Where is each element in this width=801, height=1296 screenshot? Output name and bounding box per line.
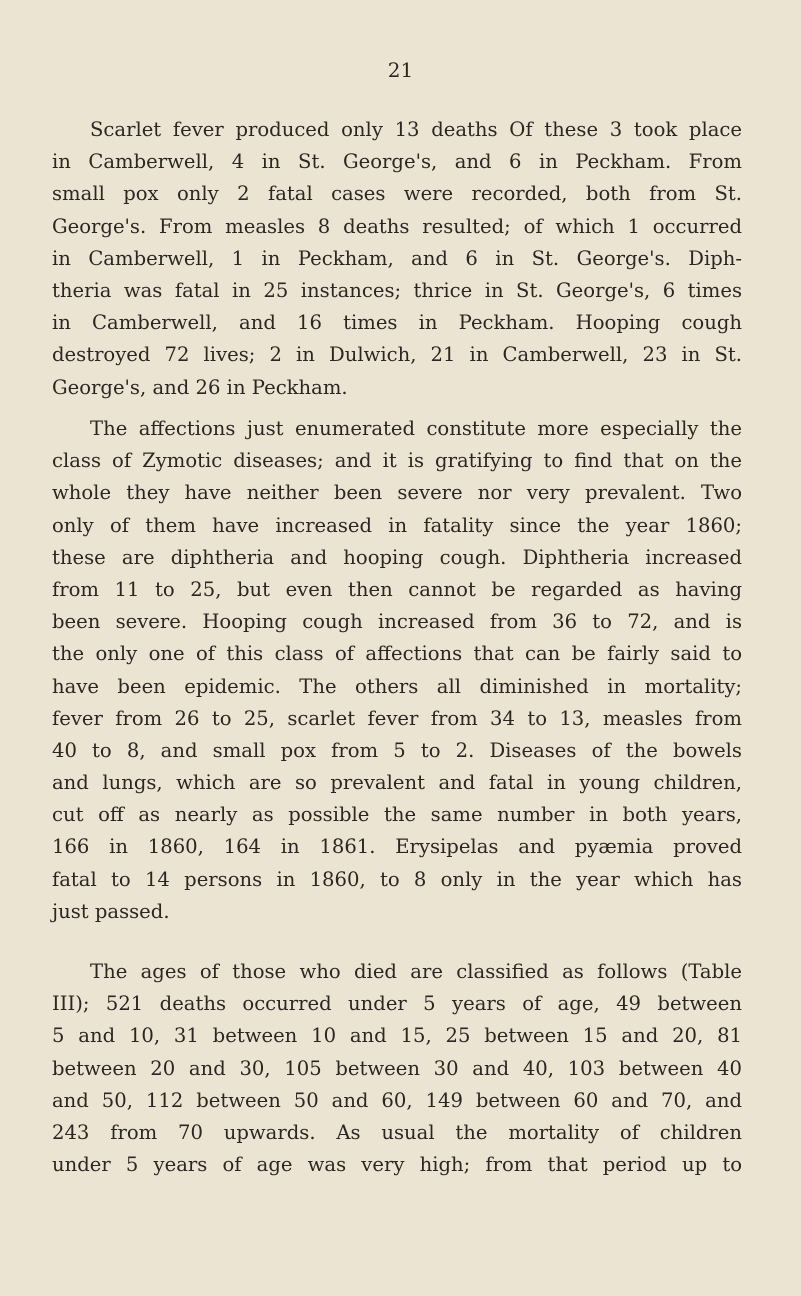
paragraph-zymotic-deaths [52,114,742,404]
text-line: 243 from 70 upwards. As usual the mortality of children [52,1120,742,1144]
text-line: in Camberwell, and 16 times in Peckham. Hooping cough [52,311,742,335]
paragraph-ages-of-deceased [52,956,742,1181]
text-line: in Camberwell, 4 in St. George's, and 6 in Peckham. From [52,150,742,174]
text-line: class of Zymotic diseases; and it is gratifying to find that on the [52,449,742,473]
text-line: in Camberwell, 1 in Peckham, and 6 in St. George's. Diph- [52,246,742,270]
text-line: between 20 and 30, 105 between 30 and 40, 103 between 40 [52,1056,742,1080]
text-line: The affections just enumerated constitute more especially the [90,417,742,440]
text-line: under 5 years of age was very high; from that period up to [52,1153,742,1177]
text-line: just passed. [52,899,170,923]
text-line: 5 and 10, 31 between 10 and 15, 25 between 15 and 20, 81 [52,1024,742,1048]
text-line: 166 in 1860, 164 in 1861. Erysipelas and pyæmia proved [52,835,742,859]
text-line: Scarlet fever produced only 13 deaths Of these 3 took place [90,118,742,141]
page-number: 21 [387,58,414,82]
text-line: only of them have increased in fatality since the year 1860; [52,513,742,537]
text-line: cut off as nearly as possible the same number in both years, [52,803,742,827]
text-line: from 11 to 25, but even then cannot be regarded as having [52,577,742,601]
text-line: theria was fatal in 25 instances; thrice in St. George's, 6 times [52,278,742,302]
paragraph-affections-summary [52,413,742,928]
text-line: small pox only 2 fatal cases were recorded, both from St. [52,182,742,206]
text-line: these are diphtheria and hooping cough. Diphtheria increased [52,545,742,569]
text-line: have been epidemic. The others all diminished in mortality; [52,674,742,698]
text-line: 40 to 8, and small pox from 5 to 2. Diseases of the bowels [52,738,742,762]
text-line: III); 521 deaths occurred under 5 years of age, 49 between [52,992,742,1016]
text-line: George's, and 26 in Peckham. [52,375,348,399]
text-line: the only one of this class of affections that can be fairly said to [52,642,742,666]
text-line: George's. From measles 8 deaths resulted; of which 1 occurred [52,214,742,238]
text-line: The ages of those who died are classified as follows (Table [90,960,742,983]
text-line: fever from 26 to 25, scarlet fever from 34 to 13, measles from [52,706,742,730]
text-line: whole they have neither been severe nor very prevalent. Two [52,481,742,505]
text-line: and 50, 112 between 50 and 60, 149 between 60 and 70, and [52,1088,742,1112]
text-line: fatal to 14 persons in 1860, to 8 only in the year which has [52,867,742,891]
text-line: been severe. Hooping cough increased from 36 to 72, and is [52,610,742,634]
text-line: and lungs, which are so prevalent and fatal in young children, [52,771,742,795]
text-line: destroyed 72 lives; 2 in Dulwich, 21 in Camberwell, 23 in St. [52,343,742,367]
